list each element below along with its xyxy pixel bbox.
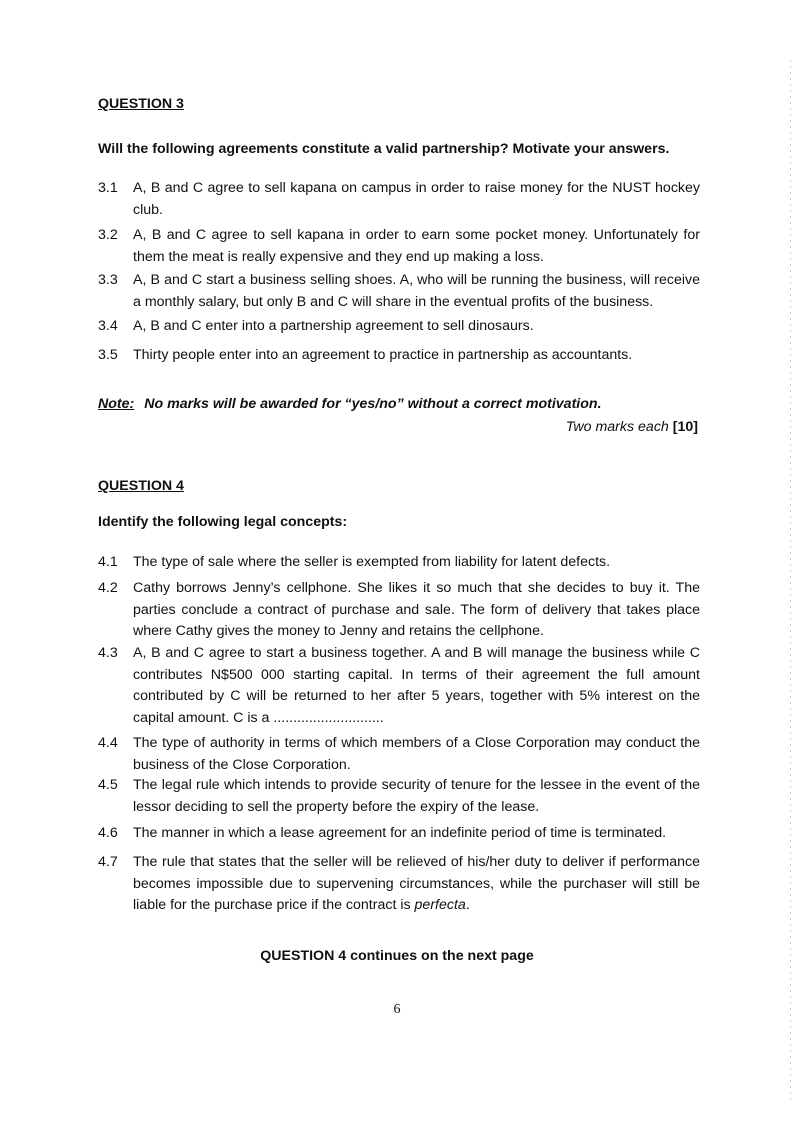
note [98,396,602,412]
page-number: 6 [393,1002,401,1017]
item-text: A, B and C agree to sell kapana in order to earn some pocket money. Unfortunately for them the meat is really expensive and they end up making a loss. [133,227,700,265]
item-number: 3.4 [98,318,118,334]
item-text-italic: perfecta [414,897,466,913]
question-item [98,316,700,338]
item-number: 4.6 [98,825,118,841]
question-3-heading: QUESTION 3 [98,96,184,112]
item-text: A, B and C agree to sell kapana on campus in order to raise money for the NUST hockey club. [133,180,700,218]
item-number: 4.7 [98,854,118,870]
item-text: A, B and C agree to start a business together. A and B will manage the business while C contributes N$500 000 starting capital. In terms of their agreement the full amount contributed by C will be returned to her after 5 years, together with 5% interest on the capital amount. C is a ............................ [133,645,700,726]
item-text: Thirty people enter into an agreement to practice in partnership as accountants. [133,347,633,363]
item-number: 3.1 [98,180,118,196]
item-number: 3.3 [98,272,118,288]
scan-edge [790,60,791,1100]
item-number: 4.5 [98,777,118,793]
item-text: The type of sale where the seller is exempted from liability for latent defects. [133,554,611,570]
item-number: 3.5 [98,347,118,363]
item-text-end: . [465,897,470,913]
question-item [98,270,700,313]
question-item [98,552,700,574]
question-3-instruction: Will the following agreements constitute a valid partnership? Motivate your answers. [98,141,670,157]
marks-text: Two marks each [565,419,669,435]
marks-total: [10] [672,419,698,435]
item-number: 4.4 [98,735,118,751]
item-text: A, B and C start a business selling shoes. A, who will be running the business, will receive a monthly salary, but only B and C will share in the eventual profits of the business. [133,272,700,310]
note-text: No marks will be awarded for “yes/no” without a correct motivation. [144,396,602,412]
item-text: The manner in which a lease agreement for an indefinite period of time is terminated. [133,825,667,841]
item-text: The type of authority in terms of which members of a Close Corporation may conduct the business of the Close Corporation. [133,735,700,773]
question-4-instruction: Identify the following legal concepts: [98,514,348,530]
question-item [98,643,700,729]
question-item [98,852,700,917]
item-number: 4.3 [98,645,118,661]
note-label: Note: [98,396,135,412]
marks [566,419,698,435]
item-text [133,852,700,917]
item-text: The legal rule which intends to provide security of tenure for the lessee in the event of the lessor deciding to sell the property before the expiry of the lease. [133,777,700,815]
item-text: Cathy borrows Jenny’s cellphone. She likes it so much that she decides to buy it. The parties conclude a contract of purchase and sale. The form of delivery that takes place where Cathy gives the money to Jenny and retains the cellphone. [133,580,700,639]
item-number: 3.2 [98,227,118,243]
question-4-heading: QUESTION 4 [98,478,184,494]
question-item [98,225,700,268]
item-text-main: The rule that states that the seller will be relieved of his/her duty to deliver if performance becomes impossible due to supervening circumstances, while the purchaser will still be liable for the purchase price if the contract is [133,854,700,913]
question-item [98,775,700,818]
question-item [98,578,700,643]
continues-note: QUESTION 4 continues on the next page [260,948,534,964]
item-text: A, B and C enter into a partnership agreement to sell dinosaurs. [133,318,534,334]
question-item [98,345,700,367]
question-item [98,733,700,776]
question-item [98,823,700,845]
item-number: 4.2 [98,580,118,596]
question-item [98,178,700,221]
item-number: 4.1 [98,554,118,570]
